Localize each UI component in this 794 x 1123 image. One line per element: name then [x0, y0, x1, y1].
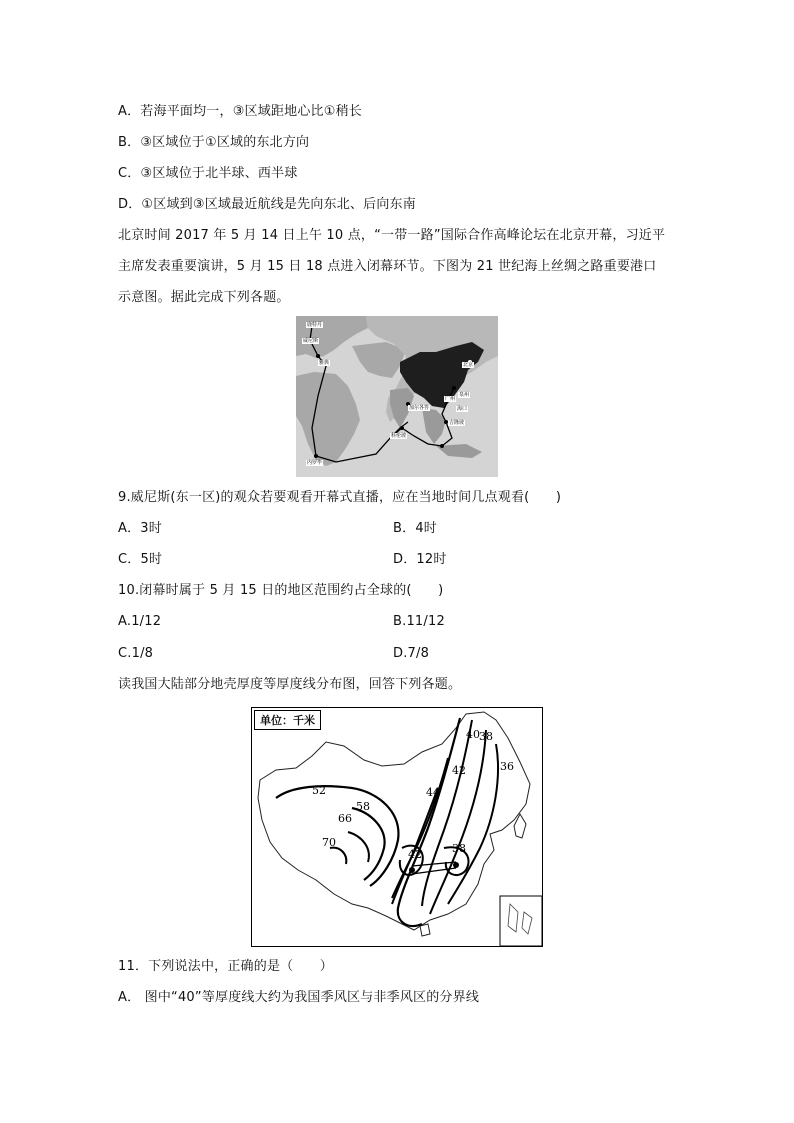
q10-option-a: A.1/12	[118, 614, 162, 629]
q9-stem: 9.威尼斯(东一区)的观众若要观看开幕式直播，应在当地时间几点观看( )	[118, 490, 562, 505]
label-kolkata: 加尔各答	[409, 405, 430, 411]
isoline-label-66: 66	[338, 812, 352, 825]
q10-stem: 10.闭幕时属于 5 月 15 日的地区范围约占全球的( )	[118, 583, 444, 598]
isoline-label-42-south: 42	[408, 848, 422, 861]
label-rotterdam: 鹿特丹	[307, 322, 323, 328]
label-colombo: 科伦坡	[391, 433, 407, 439]
isoline-label-58: 58	[356, 800, 370, 813]
q9-option-c: C．5时	[118, 552, 163, 567]
label-beijing: 北京	[463, 362, 474, 368]
q10-option-c: C.1/8	[118, 646, 154, 661]
label-athens: 雅典	[319, 360, 330, 366]
isoline-label-38-north: 38	[479, 730, 493, 743]
isoline-label-40: 40	[466, 728, 480, 741]
label-kuala: 吉隆坡	[449, 420, 465, 426]
q9-option-a: A．3时	[118, 521, 162, 536]
isoline-label-52: 52	[312, 784, 326, 797]
unit-label: 单位：千米	[254, 710, 321, 730]
crust-thickness-drawing	[252, 708, 542, 946]
q11-stem: 11．下列说法中，正确的是（ ）	[118, 959, 333, 974]
label-haikou: 海口	[457, 406, 468, 412]
label-venice: 威尼斯	[303, 338, 319, 344]
isoline-label-38-south: 38	[452, 842, 466, 855]
passage1-line1: 北京时间 2017 年 5 月 14 日上午 10 点，“一带一路”国际合作高峰论坛在北京开幕，习近平	[118, 228, 666, 243]
q11-option-a: A． 图中“40”等厚度线大约为我国季风区与非季风区的分界线	[118, 990, 480, 1005]
q10-option-b: B.11/12	[393, 614, 445, 629]
passage1-line3: 示意图。据此完成下列各题。	[118, 290, 290, 305]
q9-option-d: D．12时	[393, 552, 447, 567]
label-quanzhou: 泉州	[459, 392, 470, 398]
q8-option-a: A．若海平面均一，③区域距地心比①稍长	[118, 104, 363, 119]
crust-thickness-map	[251, 707, 543, 947]
q10-option-d: D.7/8	[393, 646, 430, 661]
passage1-line2: 主席发表重要演讲，5 月 15 日 18 点进入闭幕环节。下图为 21 世纪海上丝绸之路重要港口	[118, 259, 657, 274]
label-guangzhou: 广州	[445, 396, 456, 402]
label-nairobi: 内罗毕	[307, 460, 323, 466]
q8-option-c: C．③区域位于北半球、西半球	[118, 166, 298, 181]
isoline-label-36: 36	[500, 760, 514, 773]
q8-option-d: D．①区域到③区域最近航线是先向东北、后向东南	[118, 197, 416, 212]
isoline-label-42-north: 42	[452, 764, 466, 777]
isoline-label-70: 70	[322, 836, 336, 849]
q9-option-b: B．4时	[393, 521, 437, 536]
isoline-label-44: 44	[426, 786, 440, 799]
passage2: 读我国大陆部分地壳厚度等厚度线分布图，回答下列各题。	[118, 677, 462, 692]
q8-option-b: B．③区域位于①区域的东北方向	[118, 135, 310, 150]
silk-road-map	[296, 316, 498, 477]
